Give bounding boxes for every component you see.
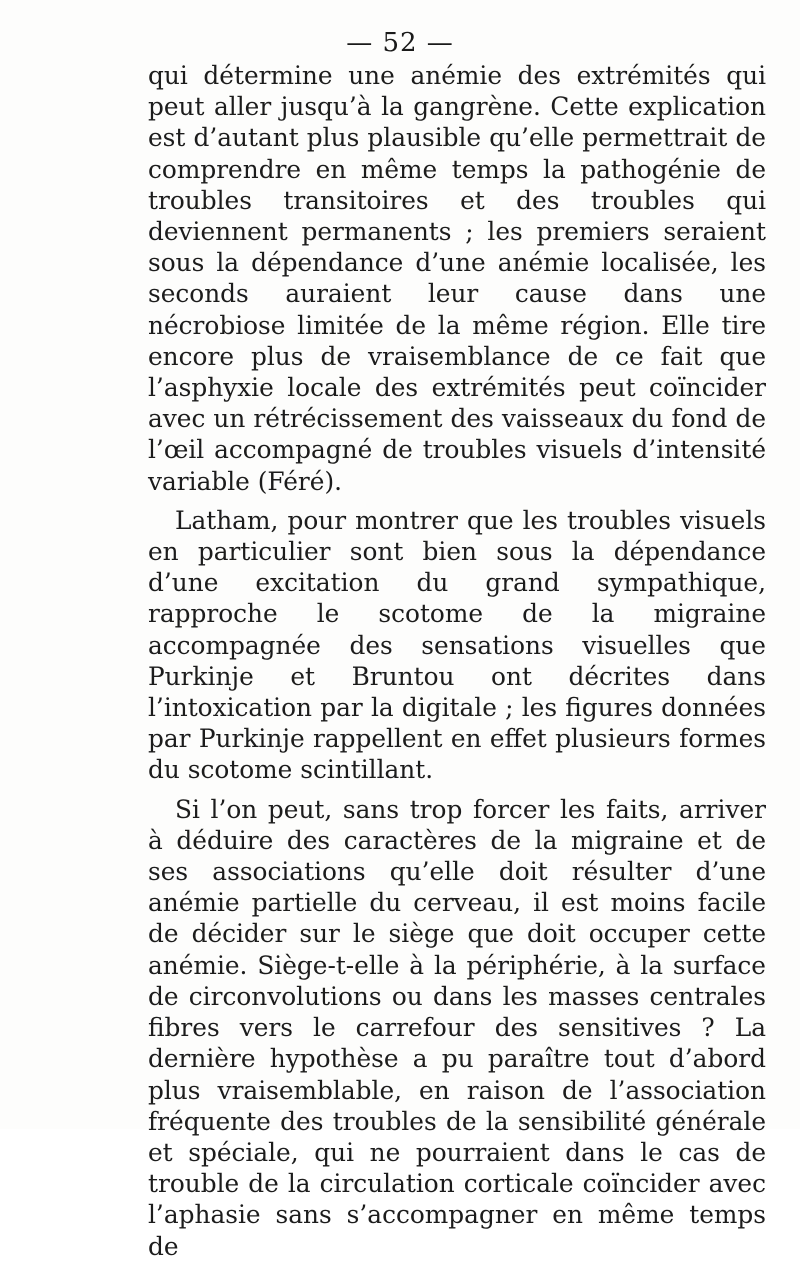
paragraph-1: qui détermine une anémie des extrémités qui peut aller jusqu’à la gangrène. Cette explication est d’autant plus plausible qu’elle permettrait de comprendre en même temps la pathogénie de troubles transitoires et des troubles qui deviennent permanents ; les premiers seraient sous la dépendance d’une anémie localisée, les seconds auraient leur cause dans une nécrobiose limitée de la même région. Elle tire encore plus de vraisemblance de ce fait que l’asphyxie locale des extrémités peut coïncider avec un rétrécissement des vaisseaux du fond de l’œil accompagné de troubles visuels d’intensité variable (Féré).: [148, 61, 766, 496]
page-number: — 52 —: [346, 28, 454, 58]
body-text: [148, 60, 766, 1262]
paragraph-gap: [148, 497, 766, 505]
paragraph-gap: [148, 786, 766, 794]
paragraph-3: Si l’on peut, sans trop forcer les faits, arriver à déduire des caractères de la migraine et de ses associations qu’elle doit résulter d’une anémie partielle du cerveau, il est moins facile de décider sur le siège que doit occuper cette anémie. Siège-t-elle à la périphérie, à la surface de circonvolutions ou dans les masses centrales fibres vers le carrefour des sensitives ? La dernière hypothèse a pu paraître tout d’abord plus vraisemblable, en raison de l’association fréquente des troubles de la sensibilité générale et spéciale, qui ne pourraient dans le cas de trouble de la circulation corticale coïncider avec l’aphasie sans s’accompagner en même temps de: [148, 794, 766, 1261]
paragraph-2: Latham, pour montrer que les troubles visuels en particulier sont bien sous la dépendance d’une excitation du grand sympathique, rapproche le scotome de la migraine accompagnée des sensations visuelles que Purkinje et Bruntou ont décrites dans l’intoxication par la digitale ; les figures données par Purkinje rappellent en effet plusieurs formes du scotome scintillant.: [148, 505, 766, 785]
